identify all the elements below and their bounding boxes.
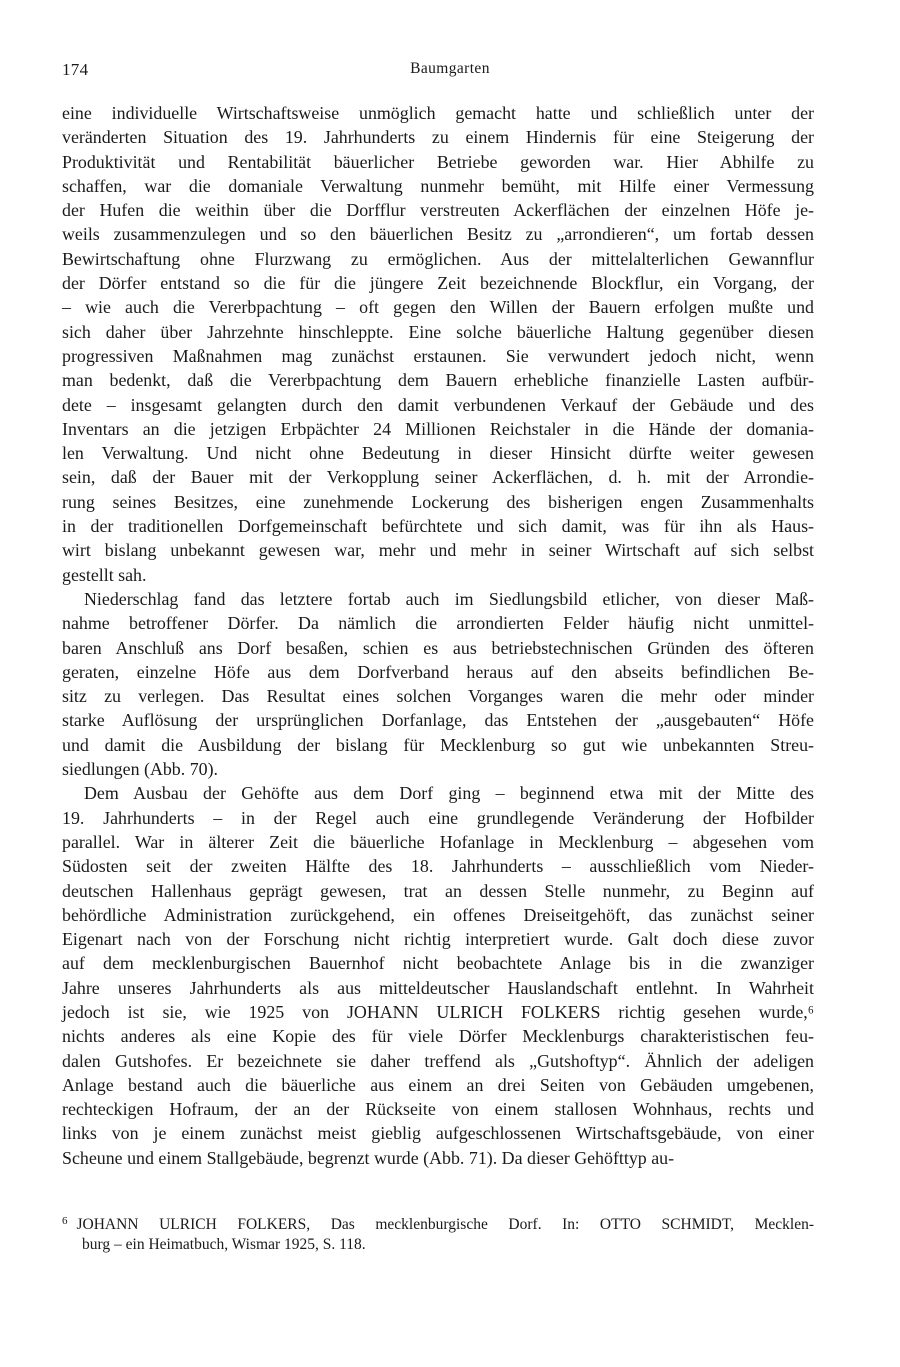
- text-line: deutschen Hallenhaus geprägt gewesen, trat an dessen Stelle nunmehr, zu Beginn auf: [62, 880, 814, 901]
- text-line: sein, daß der Bauer mit der Verkopplung seiner Ackerflächen, d. h. mit der Arrondie-: [62, 467, 814, 488]
- footnote: [62, 1210, 814, 1256]
- text-line: man bedenkt, daß die Vererbpachtung dem Bauern erhebliche finanzielle Lasten aufbür-: [62, 370, 814, 391]
- text-line: rechteckigen Hofraum, der an der Rückseite von einem stallosen Wohnhaus, rechts und: [62, 1099, 814, 1120]
- text-line: baren Anschluß ans Dorf besaßen, schien es aus betriebstechnischen Gründen des öfteren: [62, 637, 814, 658]
- paragraph: [62, 781, 814, 1170]
- text-line: wirt bislang unbekannt gewesen war, mehr und mehr in seiner Wirtschaft auf sich selbst: [62, 540, 814, 561]
- text-line: schaffen, war die domaniale Verwaltung nunmehr bemüht, mit Hilfe einer Vermessung: [62, 175, 814, 196]
- text-line: Südosten seit der zweiten Hälfte des 18. Jahrhunderts – ausschließlich vom Nieder-: [62, 856, 814, 877]
- text-line: Bewirtschaftung ohne Flurzwang zu ermöglichen. Aus der mittelalterlichen Gewannflur: [62, 248, 814, 269]
- text-line: rung seines Besitzes, eine zunehmende Lockerung des bisherigen engen Zusammenhalts: [62, 491, 814, 512]
- text-line: dalen Gutshofes. Er bezeichnete sie daher treffend als „Gutshoftyp“. Ähnlich der adeligen: [62, 1050, 814, 1071]
- text-line: jedoch ist sie, wie 1925 von JOHANN ULRICH FOLKERS richtig gesehen wurde,⁶: [62, 1001, 814, 1022]
- text-line: Jahre unseres Jahrhunderts als aus mitteldeutscher Hauslandschaft entlehnt. In Wahrheit: [62, 977, 814, 998]
- paragraph: [62, 587, 814, 781]
- text-line: nahme betroffener Dörfer. Da nämlich die arrondierten Felder häufig nicht unmittel-: [62, 613, 814, 634]
- page-number: 174: [62, 60, 89, 79]
- text-line: der Dörfer entstand so die für die jüngere Zeit bezeichnende Blockflur, ein Vorgang, der: [62, 273, 814, 294]
- text-line: Scheune und einem Stallgebäude, begrenzt wurde (Abb. 71). Da dieser Gehöfttyp au-: [62, 1147, 675, 1168]
- text-line: dete – insgesamt gelangten durch den damit verbundenen Verkauf der Gebäude und des: [62, 394, 814, 415]
- text-line: Niederschlag fand das letztere fortab auch im Siedlungsbild etlicher, von dieser Maß-: [84, 588, 814, 609]
- text-line: Produktivität und Rentabilität bäuerlicher Betriebe geworden war. Hier Abhilfe zu: [62, 151, 814, 172]
- text-line: Eigenart nach von der Forschung nicht richtig interpretiert wurde. Galt doch diese zuvor: [62, 929, 814, 950]
- text-line: sich daher über Jahrzehnte hinschleppte. Eine solche bäuerliche Haltung gegenüber diesen: [62, 321, 814, 342]
- text-line: – wie auch die Vererbpachtung – oft gegen den Willen der Bauern erfolgen mußte und: [62, 297, 814, 318]
- text-line: progressiven Maßnahmen mag zunächst erstaunen. Sie verwundert jedoch nicht, wenn: [62, 345, 814, 366]
- text-line: len Verwaltung. Und nicht ohne Bedeutung in dieser Hinsicht dürfte weiter gewesen: [62, 443, 814, 464]
- footnote-line: [62, 1210, 814, 1233]
- text-line: eine individuelle Wirtschaftsweise unmöglich gemacht hatte und schließlich unter der: [62, 103, 814, 123]
- text-line: auf dem mecklenburgischen Bauernhof nicht beobachtete Anlage bis in die zwanziger: [62, 953, 814, 974]
- text-line: weils zusammenzulegen und so den bäuerlichen Besitz zu „arrondieren“, um fortab dessen: [62, 224, 814, 245]
- body-text: [62, 101, 814, 1170]
- footnote-text-1: JOHANN ULRICH FOLKERS, Das mecklenburgische Dorf. In: OTTO SCHMIDT, Mecklen-: [76, 1216, 814, 1233]
- text-line: starke Auflösung der ursprünglichen Dorfanlage, das Entstehen der „ausgebauten“ Höfe: [62, 710, 814, 731]
- text-line: parallel. War in älterer Zeit die bäuerliche Hofanlage in Mecklenburg – abgesehen vom: [62, 831, 814, 852]
- running-head: Baumgarten: [410, 60, 490, 77]
- text-line: geraten, einzelne Höfe aus dem Dorfverband heraus auf den abseits befindlichen Be-: [62, 661, 814, 682]
- text-line: Inventars an die jetzigen Erbpächter 24 Millionen Reichstaler in die Hände der domania-: [62, 418, 814, 439]
- text-line: gestellt sah.: [62, 564, 147, 585]
- text-line: in der traditionellen Dorfgemeinschaft befürchtete und sich damit, was für ihn als Haus-: [62, 516, 814, 537]
- text-line: Dem Ausbau der Gehöfte aus dem Dorf ging – beginnend etwa mit der Mitte des: [84, 783, 814, 804]
- paragraph: [62, 101, 814, 587]
- text-line: links von je einem zunächst meist gieblig aufgeschlossenen Wirtschaftsgebäude, von einer: [62, 1123, 814, 1144]
- footnote-line: burg – ein Heimatbuch, Wismar 1925, S. 118.: [82, 1236, 366, 1253]
- text-line: sitz zu verlegen. Das Resultat eines solchen Vorganges waren die mehr oder minder: [62, 686, 814, 707]
- text-line: veränderten Situation des 19. Jahrhunderts zu einem Hindernis für eine Steigerung der: [62, 127, 814, 148]
- text-line: nichts anderes als eine Kopie des für viele Dörfer Mecklenburgs charakteristischen feu-: [62, 1026, 814, 1047]
- text-line: siedlungen (Abb. 70).: [62, 759, 219, 780]
- footnote-marker: 6: [62, 1215, 68, 1227]
- text-line: Anlage bestand auch die bäuerliche aus einem an drei Seiten von Gebäuden umgebenen,: [62, 1074, 814, 1095]
- text-line: und damit die Ausbildung der bislang für Mecklenburg so gut wie unbekannten Streu-: [62, 734, 814, 755]
- text-line: 19. Jahrhunderts – in der Regel auch eine grundlegende Veränderung der Hofbilder: [62, 807, 814, 828]
- text-line: der Hufen die weithin über die Dorfflur verstreuten Ackerflächen der einzelnen Höfe je-: [62, 200, 814, 221]
- text-line: behördliche Administration zurückgehend, ein offenes Dreiseitgehöft, das zunächst seiner: [62, 904, 814, 925]
